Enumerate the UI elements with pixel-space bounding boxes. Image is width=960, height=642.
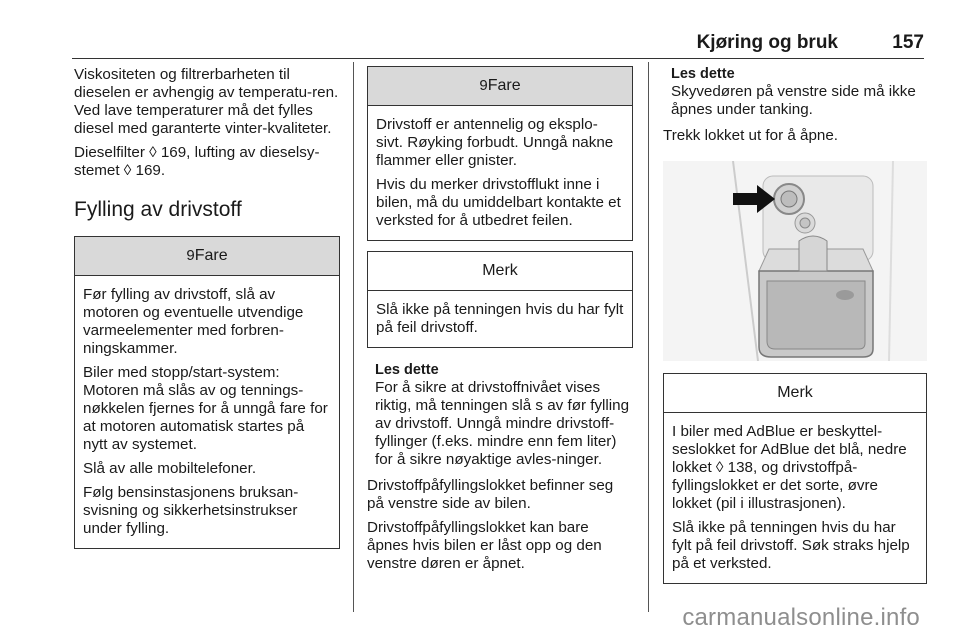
- column-divider-1: [353, 62, 354, 612]
- warning-paragraph: Biler med stopp/start-system: Motoren må slås av og tennings-nøkkelen fjernes for å unngå fare for at motoren automatisk startes på nytt av systemet.: [83, 364, 328, 453]
- merk-header: Merk: [368, 252, 632, 291]
- warning-title: Fare: [194, 247, 228, 264]
- note-text: Skyvedøren på venstre side må ikke åpnes under tanking.: [671, 83, 916, 118]
- warning-icon: 9: [479, 77, 488, 94]
- merk-box-2: [663, 373, 927, 584]
- merk-paragraph: I biler med AdBlue er beskyttel-seslokket for AdBlue det blå, nedre lokket ◊ 138, og drivstoffpå-fyllingslokket er det sorte, øvre lokket (pil i illustrasjonen).: [672, 423, 907, 512]
- note-les-dette-2: [663, 66, 927, 119]
- warning-paragraph: Hvis du merker drivstofflukt inne i bilen, må du umiddelbart kontakte et verksted for å utbedret feilen.: [376, 176, 621, 229]
- warning-header: [368, 67, 632, 106]
- watermark: carmanualsonline.info: [682, 604, 920, 631]
- warning-box-1: [74, 236, 340, 549]
- warning-paragraph: Før fylling av drivstoff, slå av motoren og eventuelle utvendige varmeelementer med forbren-ningskammer.: [83, 286, 304, 357]
- merk-header: Merk: [664, 374, 926, 413]
- merk-body: [368, 291, 632, 347]
- warning-body: [75, 276, 339, 548]
- column-3: [663, 66, 927, 594]
- paragraph-viscosity: Viskositeten og filtrerbarheten til dieselen er avhengig av temperatu-ren. Ved lave temperaturer må det fylles diesel med garanterte vinter-kvaliteter.: [74, 66, 339, 137]
- warning-paragraph: Slå av alle mobiltelefoner.: [83, 460, 257, 477]
- note-title: Les dette: [375, 362, 439, 378]
- page-header: [72, 28, 924, 59]
- note-les-dette: [367, 362, 633, 469]
- page-number: 157: [892, 32, 924, 53]
- paragraph-pull-cap: Trekk lokket ut for å åpne.: [663, 127, 839, 144]
- warning-paragraph: Drivstoff er antennelig og eksplo-sivt. Røyking forbudt. Unngå nakne flammer eller gnister.: [376, 116, 614, 169]
- section-heading: Fylling av drivstoff: [74, 198, 242, 221]
- warning-box-2: [367, 66, 633, 241]
- note-title: Les dette: [671, 66, 735, 82]
- fuel-cap-drawing: [663, 161, 927, 361]
- merk-paragraph: Slå ikke på tenningen hvis du har fylt på feil drivstoff.: [376, 301, 624, 336]
- column-1: [74, 66, 340, 559]
- paragraph-dieselfilter: Dieselfilter ◊ 169, lufting av dieselsy-stemet ◊ 169.: [74, 144, 320, 179]
- merk-paragraph: Slå ikke på tenningen hvis du har fylt på feil drivstoff. Søk straks hjelp på et verksted.: [672, 519, 910, 572]
- merk-box-1: [367, 251, 633, 348]
- note-text: For å sikre at drivstoffnivået vises riktig, må tenningen slå s av før fylling av drivstoff. Unngå mindre drivstoff-fyllinger (f.eks. mindre enn fem liter) for å sikre nøyaktige avles-ninger.: [375, 379, 630, 468]
- merk-body: [664, 413, 926, 583]
- warning-paragraph: Følg bensinstasjonens bruksan-svisning og sikkerhetsinstrukser under fylling.: [83, 484, 299, 537]
- fuel-cap-illustration: [663, 161, 927, 361]
- warning-body: [368, 106, 632, 240]
- warning-header: [75, 237, 339, 276]
- paragraph-cap-opening: Drivstoffpåfyllingslokket kan bare åpnes hvis bilen er låst opp og den venstre døren er åpnet.: [367, 519, 602, 572]
- column-divider-2: [648, 62, 649, 612]
- chapter-title: Kjøring og bruk: [696, 32, 838, 53]
- column-2: [367, 66, 633, 579]
- warning-icon: 9: [186, 247, 195, 264]
- paragraph-cap-location: Drivstoffpåfyllingslokket befinner seg på venstre side av bilen.: [367, 477, 614, 512]
- warning-title: Fare: [487, 77, 521, 94]
